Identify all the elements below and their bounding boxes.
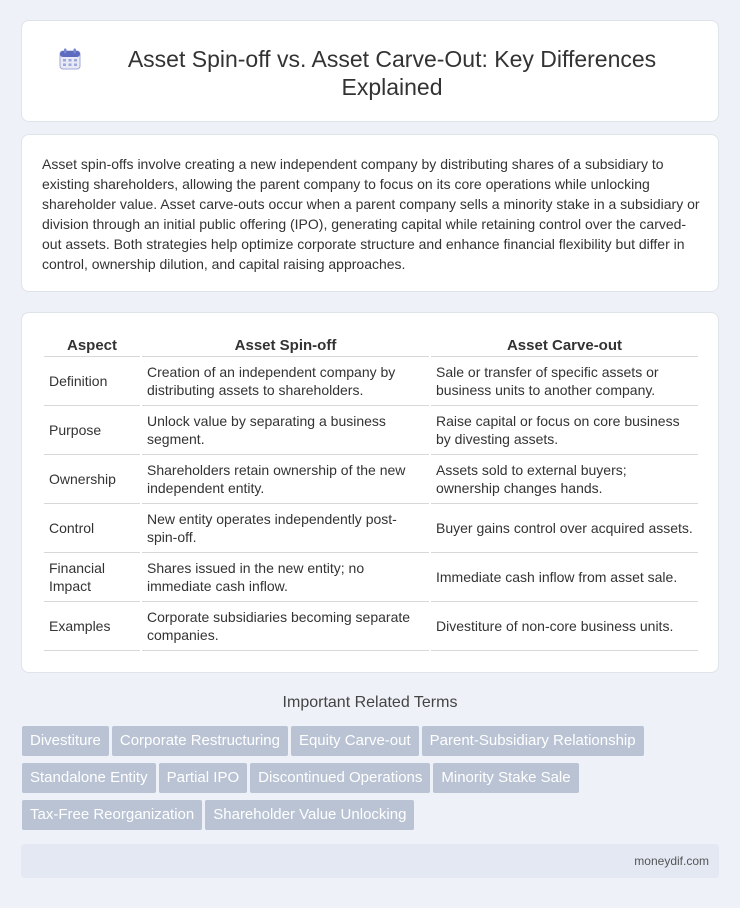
tag-shareholder-value-unlocking[interactable]: Shareholder Value Unlocking (205, 800, 414, 830)
footer-site[interactable]: moneydif.com (634, 854, 709, 868)
table-row (44, 602, 698, 651)
header-spin-off: Asset Spin-off (142, 335, 429, 357)
cell-carve-out: Buyer gains control over acquired assets. (431, 504, 698, 553)
table-row (44, 357, 698, 406)
related-terms-title: Important Related Terms (282, 694, 458, 711)
cell-spin-off: Shares issued in the new entity; no immediate cash inflow. (142, 553, 429, 602)
title-card (21, 20, 719, 122)
calendar-icon (58, 47, 82, 71)
table-row (44, 553, 698, 602)
cell-spin-off: New entity operates independently post-spin-off. (142, 504, 429, 553)
cell-carve-out: Divestiture of non-core business units. (431, 602, 698, 651)
title-row (22, 45, 718, 101)
tag-divestiture[interactable]: Divestiture (22, 726, 109, 756)
cell-aspect: Purpose (44, 406, 140, 455)
header-carve-out: Asset Carve-out (431, 335, 698, 357)
page-title: Asset Spin-off vs. Asset Carve-Out: Key Differences Explained (127, 46, 657, 100)
tag-discontinued-operations[interactable]: Discontinued Operations (250, 763, 430, 793)
intro-card (21, 134, 719, 292)
tag-minority-stake-sale[interactable]: Minority Stake Sale (433, 763, 578, 793)
comparison-table (42, 335, 700, 651)
tag-tax-free-reorganization[interactable]: Tax-Free Reorganization (22, 800, 202, 830)
cell-aspect: Examples (44, 602, 140, 651)
cell-aspect: Definition (44, 357, 140, 406)
related-terms-list (22, 726, 712, 837)
cell-spin-off: Unlock value by separating a business segment. (142, 406, 429, 455)
footer (21, 844, 719, 878)
cell-carve-out: Immediate cash inflow from asset sale. (431, 553, 698, 602)
table-row (44, 504, 698, 553)
cell-aspect: Financial Impact (44, 553, 140, 602)
table-row (44, 455, 698, 504)
tag-standalone-entity[interactable]: Standalone Entity (22, 763, 156, 793)
cell-carve-out: Raise capital or focus on core business by divesting assets. (431, 406, 698, 455)
tag-partial-ipo[interactable]: Partial IPO (159, 763, 248, 793)
tag-corporate-restructuring[interactable]: Corporate Restructuring (112, 726, 288, 756)
cell-aspect: Ownership (44, 455, 140, 504)
comparison-card (21, 312, 719, 673)
table-row (44, 406, 698, 455)
cell-carve-out: Sale or transfer of specific assets or business units to another company. (431, 357, 698, 406)
table-header-row (44, 335, 698, 357)
tag-parent-subsidiary-relationship[interactable]: Parent-Subsidiary Relationship (422, 726, 644, 756)
cell-spin-off: Shareholders retain ownership of the new independent entity. (142, 455, 429, 504)
cell-spin-off: Creation of an independent company by distributing assets to shareholders. (142, 357, 429, 406)
cell-aspect: Control (44, 504, 140, 553)
cell-carve-out: Assets sold to external buyers; ownership changes hands. (431, 455, 698, 504)
header-aspect: Aspect (44, 335, 140, 357)
tag-equity-carve-out[interactable]: Equity Carve-out (291, 726, 419, 756)
intro-paragraph: Asset spin-offs involve creating a new independent company by distributing shares of a subsidiary to existing shareholders, allowing the parent company to focus on its core operations while unlocking shareholder value. Asset carve-outs occur when a parent company sells a minority stake in a subsidiary or division through an initial public offering (IPO), generating capital while retaining control over the carved-out assets. Both strategies help optimize corporate structure and enhance financial flexibility but differ in control, ownership dilution, and capital raising approaches. (42, 156, 700, 272)
cell-spin-off: Corporate subsidiaries becoming separate companies. (142, 602, 429, 651)
